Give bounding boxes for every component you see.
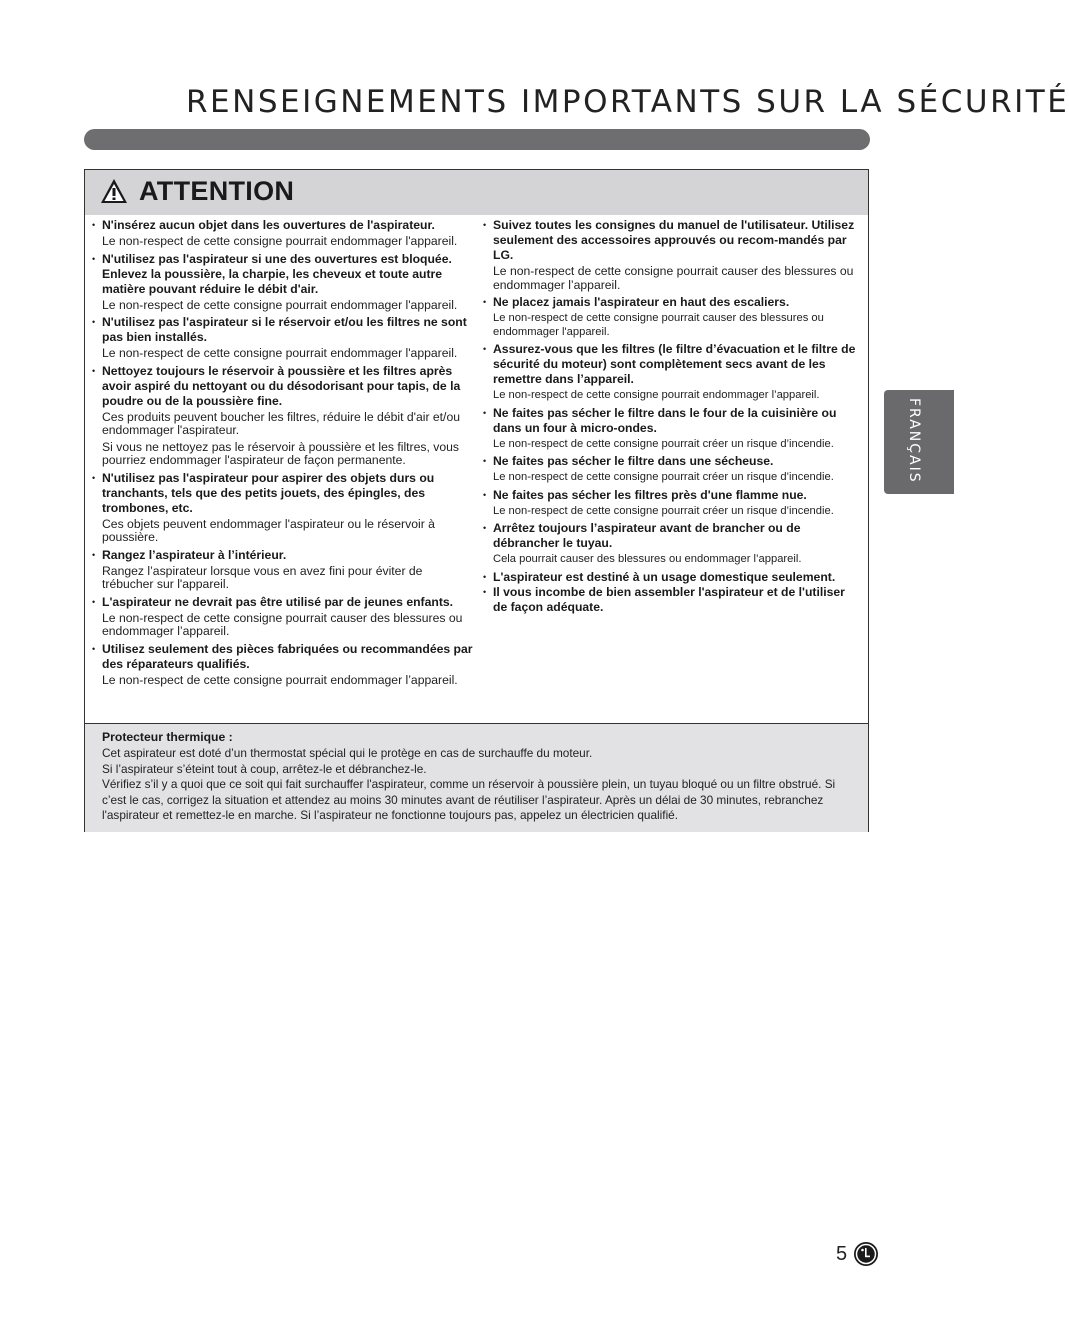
safety-item-detail: Le non-respect de cette consigne pourrait endommager l'appareil.: [102, 234, 458, 248]
safety-item-title: • L'aspirateur est destiné à un usage domestique seulement.: [483, 570, 861, 585]
thermal-line: Vérifiez s’il y a quoi que ce soit qui fait surchauffer l'aspirateur, comme un réservoir à poussière plein, un tuyau bloqué ou un filtre obstrué. Si c’est le cas, corrigez la situation et attendez au moins 30 minutes avant de réutiliser l’aspirateur. Après un délai de 30 minutes, rebranchez l'aspirateur et remettez-le en marche. Si l’aspirateur ne fonctionne toujours pas, appelez un électricien qualifié.: [102, 777, 836, 823]
safety-item: [483, 521, 861, 567]
safety-item: [483, 218, 861, 292]
safety-item: [92, 315, 477, 361]
safety-item: [92, 364, 477, 468]
attention-heading: ATTENTION: [139, 176, 295, 206]
safety-item-title: • Assurez-vous que les filtres (le filtre d’évacuation et le filtre de sécurité du moteur) sont complètement secs avant de les remettre dans l’appareil.: [483, 342, 861, 387]
safety-item-detail: Le non-respect de cette consigne pourrait endommager l'appareil.: [102, 346, 458, 360]
safety-item-detail: Ces produits peuvent boucher les filtres, réduire le débit d'air et/ou endommager l'aspirateur.: [102, 409, 460, 437]
thermal-line: Si l’aspirateur s’éteint tout à coup, arrêtez-le et débranchez-le.: [102, 761, 427, 776]
safety-item: [483, 406, 861, 452]
thermal-line: Cet aspirateur est doté d’un thermostat spécial qui le protège en cas de surchauffe du moteur.: [102, 746, 593, 760]
thermal-title: Protecteur thermique :: [102, 730, 233, 744]
language-side-tab: [884, 390, 954, 494]
safety-item-detail: Le non-respect de cette consigne pourrait causer des blessures ou endommager l’appareil.: [102, 610, 463, 638]
safety-item-title: • Utilisez seulement des pièces fabriquées ou recommandées par des réparateurs qualifiés.: [92, 642, 477, 672]
thermal-text: [102, 746, 862, 824]
safety-item-title: • Suivez toutes les consignes du manuel de l'utilisateur. Utilisez seulement des accessoires approuvés ou recom-mandés par LG.: [483, 218, 861, 263]
safety-item-title: • Rangez l’aspirateur à l’intérieur.: [92, 548, 477, 563]
safety-item-title: • Arrêtez toujours l’aspirateur avant de brancher ou de débrancher le tuyau.: [483, 521, 861, 551]
safety-item: [483, 488, 861, 519]
safety-item: [92, 471, 477, 545]
safety-item-detail: Si vous ne nettoyez pas le réservoir à poussière et les filtres, vous pourriez endommager l'aspirateur de façon permanente.: [102, 439, 459, 467]
safety-item-title: • Ne faites pas sécher les filtres près d'une flamme nue.: [483, 488, 861, 503]
attention-header: [85, 170, 868, 215]
safety-item: [483, 570, 861, 585]
safety-item-detail: Le non-respect de cette consigne pourrait endommager l'appareil.: [102, 297, 458, 312]
left-column: [92, 218, 477, 690]
safety-item-detail: Le non-respect de cette consigne pourrait endommager l’appareil.: [102, 672, 458, 687]
safety-item-title: • N'utilisez pas l'aspirateur si le réservoir et/ou les filtres ne sont pas bien installés.: [92, 315, 477, 345]
safety-item-detail: Le non-respect de cette consigne pourrait créer un risque d’incendie.: [493, 504, 834, 517]
warning-triangle-icon: [100, 178, 128, 204]
safety-item-detail: Le non-respect de cette consigne pourrait causer des blessures ou endommager l'appareil.: [493, 312, 824, 338]
safety-item-title: • Ne faites pas sécher le filtre dans une sécheuse.: [483, 454, 861, 469]
safety-item-detail: Le non-respect de cette consigne pourrait créer un risque d’incendie.: [493, 471, 834, 483]
safety-item: [483, 295, 861, 339]
safety-item-title: • Ne placez jamais l'aspirateur en haut des escaliers.: [483, 295, 861, 310]
safety-item: [92, 642, 477, 688]
safety-item: [483, 585, 861, 615]
safety-item: [483, 454, 861, 485]
thermal-protector-section: [85, 723, 868, 832]
safety-item-detail: Ces objets peuvent endommager l'aspirateur ou le réservoir à poussière.: [102, 516, 435, 544]
safety-item-detail: Rangez l’aspirateur lorsque vous en avez fini pour éviter de trébucher sur l'appareil.: [102, 563, 423, 591]
safety-item-detail: Le non-respect de cette consigne pourrait créer un risque d’incendie.: [493, 437, 834, 450]
safety-item: [92, 595, 477, 639]
title-divider-bar: [84, 129, 870, 150]
attention-box: [84, 169, 869, 832]
safety-item-title: • Il vous incombe de bien assembler l'aspirateur et de l'utiliser de façon adéquate.: [483, 585, 861, 615]
safety-item-detail: Cela pourrait causer des blessures ou endommager l’appareil.: [493, 553, 802, 565]
safety-item: [483, 342, 861, 403]
safety-item: [92, 218, 477, 249]
safety-item: [92, 252, 477, 313]
safety-item-detail: Le non-respect de cette consigne pourrait endommager l’appareil.: [493, 389, 820, 401]
safety-item: [92, 548, 477, 592]
safety-item-detail: Le non-respect de cette consigne pourrait causer des blessures ou endommager l’appareil.: [493, 264, 854, 292]
lg-logo-icon: [853, 1241, 879, 1267]
page-number: 5: [836, 1243, 848, 1265]
page-title: RENSEIGNEMENTS IMPORTANTS SUR LA SÉCURITÉ: [186, 84, 1069, 120]
safety-item-title: • Ne faites pas sécher le filtre dans le four de la cuisinière ou dans un four à micro-ondes.: [483, 406, 861, 436]
safety-item-title: • N'utilisez pas l'aspirateur pour aspirer des objets durs ou tranchants, tels que des petits jouets, des épingles, des trombones, etc.: [92, 471, 477, 516]
right-column: [483, 218, 861, 615]
safety-item-title: • N'utilisez pas l'aspirateur si une des ouvertures est bloquée. Enlevez la poussière, la charpie, les cheveux et toute autre matière pouvant réduire le débit d'air.: [92, 252, 477, 297]
safety-item-title: • L'aspirateur ne devrait pas être utilisé par de jeunes enfants.: [92, 595, 477, 610]
safety-item-title: • N'insérez aucun objet dans les ouvertures de l'aspirateur.: [92, 218, 477, 233]
language-tab-label: FRANÇAIS: [906, 398, 922, 484]
safety-item-title: • Nettoyez toujours le réservoir à poussière et les filtres après avoir aspiré du nettoyant ou du désodorisant pour tapis, de la poudre ou de la poussière fine.: [92, 364, 477, 409]
